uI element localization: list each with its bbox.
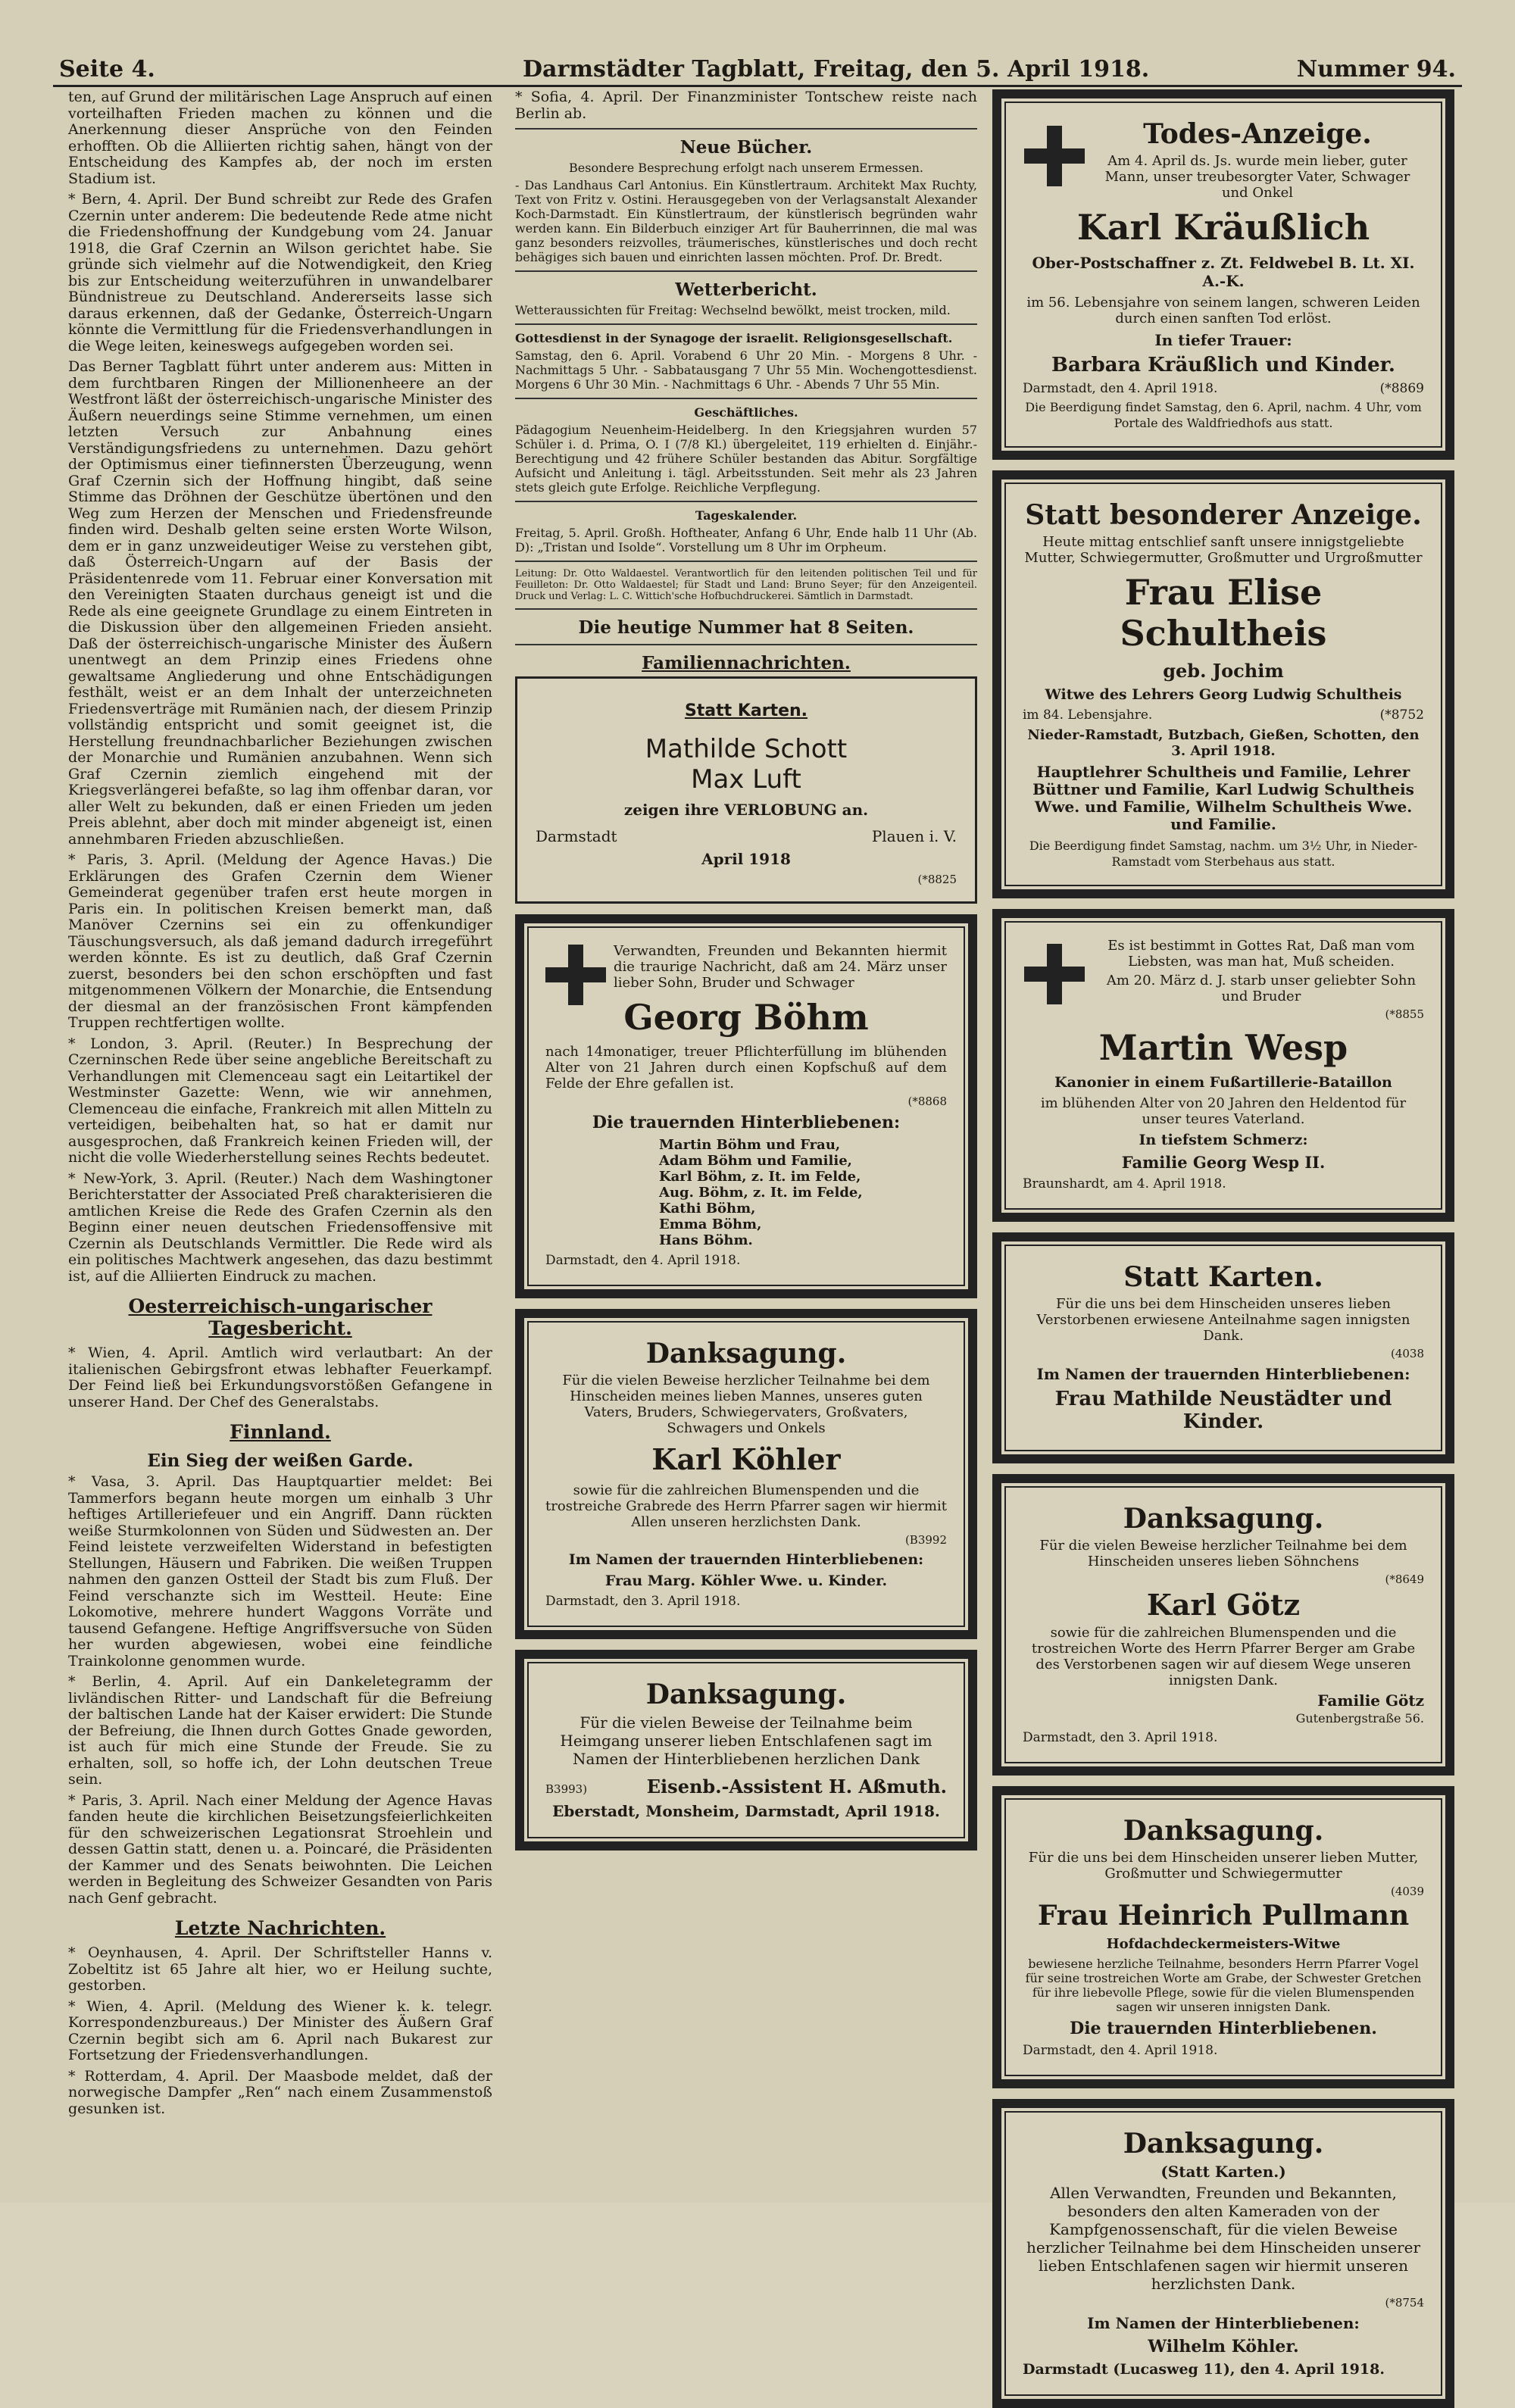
masthead-date: Darmstädter Tagblatt, Freitag, den 5. April 1918. [523,56,1150,83]
ad-text: Verwandten, Freunden und Bekannten hiermit die traurige Nachricht, daß am 24. März unser lieber Sohn, Bruder und Schwager [614,943,947,991]
ad-place-date: Nieder-Ramstadt, Butzbach, Gießen, Schotten, den 3. April 1918. [1027,727,1420,759]
ad-list-item: Adam Böhm und Familie, [659,1153,852,1169]
ad-text: Allen Verwandten, Freunden und Bekannten, besonders den alten Kameraden von der Kampfgenossenschaft, für die vielen Beweise herzlicher Teilnahme bei dem Hinscheiden unserer lieben Entschlafenen sagen wir hiermit unseren herzlichsten Dank. [1026,2184,1421,2293]
ad-date: April 1918 [701,850,791,868]
ad-heading: Danksagung. [645,1679,847,1710]
ad-signature: Eisenb.-Assistent H. Aßmuth. [646,1776,947,1797]
ad-text: sowie für die zahlreichen Blumenspenden und die trostreichen Worte des Herrn Pfarrer Berger am Grabe des Verstorbenen sagen wir auf diesem Wege unseren innigsten Dank. [1031,1625,1416,1688]
article-paragraph: * Vasa, 3. April. Das Hauptquartier meldet: Bei Tammerfors begann heute morgen um einhalb 3 Uhr heftiges Artilleriefeuer und ein Angriff. Dann rückten weiße Sturmkolonnen von Süden und Südwesten an. Der Feind leistete verzweifelten Widerstand in befestigten Stellungen, Häusern und Fabriken. Die weißen Truppen nahmen den ganzen Ostteil der Stadt bis zum Fluß. Der Feind verschanzte sich im Westteil. Heute: Eine Lokomotive, mehrere hundert Waggons Vorräte und tausend Gefangene. Heftige Angriffsversuche von Süden her wurden abgewiesen, wobei eine feindliche Trainkolonne genommen wurde. [68,1473,492,1669]
ad-list-item: Emma Böhm, [659,1216,762,1232]
ad-text: Für die uns bei dem Hinscheiden unserer lieben Mutter, Großmutter und Schwiegermutter [1028,1850,1419,1882]
ad-signature: Familie Götz [1317,1691,1424,1710]
engagement-ad [515,676,977,904]
article-paragraph: * London, 3. April. (Reuter.) In Besprechung der Czerninschen Rede über seine angebliche Bereitschaft zu Verhandlungen mit Clemenceau sagt ein Leitartikel der Westminster Gazette: Wenn, wie wir annehmen, Clemenceau die einfache, Frankreich mit allen Mitteln zu verteidigen, beibehalten hat, so hat er damit nur ausgesprochen, daß Frankreich keinen Frieden will, der nicht die volle Wiederherstellung seines Rechts bedeutet. [68,1035,492,1166]
iron-cross-icon [545,945,606,1005]
ad-subtitle: (Statt Karten.) [1160,2163,1286,2181]
thanks-ad [992,1786,1454,2088]
ad-footer [545,1776,947,1797]
ad-text: Heute mittag entschlief sanft unsere innigstgeliebte Mutter, Schwiegermutter, Großmutter und Urgroßmutter [1024,534,1423,566]
column-3 [992,89,1454,2378]
ad-place: Darmstadt [536,827,617,845]
divider [515,128,977,130]
section-heading: Familiennachrichten. [642,653,851,673]
ad-name: Karl Götz [1146,1588,1301,1622]
ad-subtitle: Hofdachdeckermeisters-Witwe [1106,1936,1341,1952]
ad-name: Karl Köhler [651,1442,841,1476]
section-heading: Oesterreichisch-ungarischer Tagesbericht. [128,1295,433,1339]
article-paragraph: * Oeynhausen, 4. April. Der Schriftsteller Hanns v. Zobeltitz ist 65 Jahre alt hier, wo er Heilung suchte, gestorben. [68,1944,492,1994]
divider [515,608,977,610]
ad-name: Frau Heinrich Pullmann [1037,1900,1410,1932]
ad-date: Darmstadt, den 3. April 1918. [545,1594,741,1609]
ad-number: (*8825 [917,873,957,886]
divider [515,323,977,325]
page-header [53,55,1462,87]
ad-subtitle: Ober-Postschaffner z. Zt. Feldwebel B. Lt. XI. A.-K. [1032,254,1415,290]
thanks-ad [992,2099,1454,2408]
ad-heading: Statt Karten. [1123,1261,1323,1293]
article-paragraph: * Rotterdam, 4. April. Der Maasbode meldet, daß der norwegische Dampfer „Ren“ nach einem Zusammenstoß gesunken ist. [68,2067,492,2117]
ad-date: Darmstadt (Lucasweg 11), den 4. April 1918. [1023,2361,1385,2378]
ad-text: Für die vielen Beweise der Teilnahme beim Heimgang unserer lieben Entschlafenen sagt im Namen der Hinterbliebenen herzlichen Dank [560,1713,932,1768]
ad-signature: Hauptlehrer Schultheis und Familie, Lehrer Büttner und Familie, Karl Ludwig Schultheis Wwe. und Familie, Wilhelm Schultheis Wwe. und Familie. [1032,763,1414,833]
ad-name: Mathilde Schott [645,734,848,764]
thanks-ad [515,1309,977,1639]
article-paragraph: Das Berner Tagblatt führt unter anderem aus: Mitten in dem furchtbaren Ringen der Millionenheere an der Westfront läßt der österreichisch-ungarische Minister des Äußern neuerdings seine Stimme vernehmen, um einen letzten Versuch zur Anbahnung eines Verständigungsfriedens zu unternehmen. Dazu gehört der Optimismus einer tiefinnersten Überzeugung, wenn Graf Czernin sich der Hoffnung hingibt, daß seine Stimme das Dröhnen der Geschütze übertönen und den Weg zum Herzen der Menschen und Friedensfreunde finden wird. Deshalb gelten seine ersten Worte Wilson, dem er in ganz unzweideutiger Weise zu verstehen gibt, daß Österreich-Ungarn auf der Basis der Präsidentenrede vom 11. Februar einer Konversation mit den Vereinigten Staaten durchaus geneigt ist und die Rede als eine geeignete Grundlage zu einem Eintreten in die Diskussion über den allgemeinen Frieden ansieht. Daß der österreichisch-ungarische Minister des Äußern unentwegt an dem Prinzip eines Friedens ohne gewaltsame Angliederung und ohne Entschädigungen festhält, weist er an dem Inhalt der unterzeichneten Friedensverträge mit Rumänien nach, der diesem Prinzip vollständig entspricht und somit geeignet ist, die Herstellung freundnachbarlicher Beziehungen zwischen der Monarchie und Rumänien anzubahnen. Wenn sich Graf Czernin ziemlich eingehend mit der Kriegsverlängerei befaßte, so lag ihm offenbar daran, vor aller Welt zu bekunden, daß er einen Frieden um jeden Preis ablehnt, aber doch mit minder abgeneigt ist, einen annehmbaren Frieden abzuschließen. [68,358,492,848]
death-notice-ad [992,89,1454,460]
ad-list-item: Martin Böhm und Frau, [659,1137,841,1153]
ad-list [659,1137,947,1248]
column-2 [515,89,977,2150]
article-paragraph: - Das Landhaus Carl Antonius. Ein Künstlertraum. Architekt Max Ruchty, Text von Fritz v. Ostini. Herausgegeben von der Verlagsanstalt Alexander Koch-Darmstadt. Ein Künstlertraum, der künstlerisch begründen wahr werden kann. Ein Bilderbuch einziger Art für Bauherrinnen, die mal was ganz besonders reizvolles, träumerisches, künstlerisches und doch recht behägiges sich bauen und einrichten lassen möchten. Prof. Dr. Bredt. [515,178,977,264]
ad-heading: Statt Karten. [684,701,808,720]
ad-name: Frau Elise Schultheis [1120,572,1327,654]
ad-heading: Danksagung. [1123,1503,1324,1535]
ad-date: Darmstadt, den 4. April 1918. [1023,381,1218,396]
ad-number: (*8752 [1379,707,1424,723]
ad-number: (*8649 [1385,1573,1424,1586]
ad-heading: Danksagung. [645,1338,847,1370]
divider [515,270,977,272]
issue-number: Nummer 94. [1296,56,1456,83]
ad-place: Plauen i. V. [871,827,957,845]
ad-signature: Familie Georg Wesp II. [1121,1153,1326,1172]
ad-number: (*8869 [1379,381,1424,396]
ad-text: im 84. Lebensjahre. [1023,707,1153,723]
ad-list-item: Aug. Böhm, z. It. im Felde, [659,1185,863,1201]
section-heading: Finnland. [230,1421,331,1443]
ad-address: Gutenbergstraße 56. [1295,1711,1424,1726]
ad-date: Braunshardt, am 4. April 1918. [1023,1176,1226,1192]
ad-footer [1023,707,1424,723]
iron-cross-icon [1024,126,1085,186]
ad-heading: In tiefstem Schmerz: [1139,1132,1308,1148]
ad-signature: Barbara Kräußlich und Kinder. [1051,354,1395,376]
ad-number: (*8868 [907,1095,947,1108]
ad-subtitle: Witwe des Lehrers Georg Ludwig Schultheis [1045,686,1402,703]
iron-cross-icon [1024,944,1085,1004]
ad-list-item: Kathi Böhm, [659,1201,756,1216]
article-paragraph: * New-York, 3. April. (Reuter.) Nach dem Washingtoner Berichterstatter der Associated Preß charakterisieren die amtlichen Kreise die Rede des Grafen Czernin als den Beginn einer neuen deutschen Friedensoffensive mit Czernin als Deutschlands Vermittler. Die Rede wird als ein politisches Machtwerk angesehen, das dazu bestimmt ist, auf die Alliierten Eindruck zu machen. [68,1170,492,1285]
ad-text: Für die vielen Beweise herzlicher Teilnahme bei dem Hinscheiden meines lieben Mannes, unseres guten Vaters, Bruders, Schwiegervaters, Großvaters, Schwagers und Onkels [562,1373,930,1436]
ad-signature: Frau Mathilde Neustädter und Kinder. [1054,1388,1392,1433]
ad-signature: Die trauernden Hinterbliebenen. [1070,2019,1377,2038]
ad-heading: Die trauernden Hinterbliebenen: [592,1113,901,1132]
ad-number: (*8754 [1385,2296,1424,2310]
article-paragraph: * Paris, 3. April. Nach einer Meldung der Agence Havas fanden heute die kirchlichen Beisetzungsfeierlichkeiten für den schweizerischen Legationsrat Stroehlein und dessen Gattin statt, denen u. a. Poincaré, die Präsidenten der Kammer und des Senats beiwohnten. Die Leichen werden in Begleitung des Schweizer Gesandten von Paris nach Genf gebracht. [68,1791,492,1907]
ad-signature: Frau Marg. Köhler Wwe. u. Kinder. [604,1573,888,1589]
thanks-ad [515,1650,977,1851]
ad-text: Am 4. April ds. Js. wurde mein lieber, guter Mann, unser treubesorgter Vater, Schwager und Onkel [1104,153,1410,201]
ad-text: sowie für die zahlreichen Blumenspenden und die trostreiche Grabrede des Herrn Pfarrer sagen wir hiermit Allen unseren herzlichsten Dank. [545,1482,947,1530]
ad-heading: In tiefer Trauer: [1154,331,1292,349]
ad-heading: Danksagung. [1123,1815,1324,1847]
ad-footer [536,827,957,845]
ad-date: Darmstadt, den 3. April 1918. [1023,1730,1218,1745]
ad-text: Am 20. März d. J. starb unser geliebter Sohn und Bruder [1106,973,1417,1004]
ad-text: nach 14monatiger, treuer Pflichterfüllung im blühenden Alter von 21 Jahren durch einen Kopfschuß auf dem Felde der Ehre gefallen ist. [545,1044,947,1092]
ad-footer [1023,381,1424,396]
article-paragraph: Samstag, den 6. April. Vorabend 6 Uhr 20 Min. - Morgens 8 Uhr. - Nachmittags 5 Uhr. - Sabbatausgang 7 Uhr 55 Min. Wochengottesdienst. Morgens 6 Uhr 30 Min. - Nachmittags 6 Uhr. - Abends 7 Uhr 55 Min. [515,348,977,392]
page-number: Seite 4. [59,56,155,83]
ad-poem: Es ist bestimmt in Gottes Rat, Daß man vom Liebsten, was man hat, Muß scheiden. [1107,938,1415,970]
note: Besondere Besprechung erfolgt nach unserem Ermessen. [569,161,923,175]
article-paragraph: * Wien, 4. April. Amtlich wird verlautbart: An der italienischen Gebirgsfront etwas lebhafter Feuerkampf. Der Feind ließ bei Erkundungsvorstößen Gefangene in unserer Hand. Der Chef des Generalstabs. [68,1345,492,1410]
ad-text: Für die uns bei dem Hinscheiden unseres lieben Verstorbenen erwiesene Anteilnahme sagen innigsten Dank. [1036,1296,1410,1344]
subheading: Geschäftliches. [694,405,798,420]
article-paragraph: Wetteraussichten für Freitag: Wechselnd bewölkt, meist trocken, mild. [515,303,951,317]
ad-funeral-info: Die Beerdigung findet Samstag, den 6. April, nachm. 4 Uhr, vom Portale des Waldfriedhofs aus statt. [1025,400,1422,430]
ad-date: Eberstadt, Monsheim, Darmstadt, April 1918. [552,1802,940,1820]
article-paragraph: * Sofia, 4. April. Der Finanzminister Tontschew reiste nach Berlin ab. [515,89,977,122]
ad-name: Georg Böhm [623,997,869,1038]
ad-name: Max Luft [691,764,801,795]
article-paragraph: * Paris, 3. April. (Meldung der Agence Havas.) Die Erklärungen des Grafen Czernin dem Wiener Gemeinderat gegenüber trafen erst heute morgen in Paris ein. In politischen Kreisen bemerkt man, daß Manöver Czernins sei ein zu offenkundiger Täuschungsversuch, als daß jemand dadurch irregeführt werden könnte. Es ist zu deutlich, daß Graf Czernin zuerst, besonders bei den schon erschöpften und fast mitgenommenen Völkern der Monarchie, die Entsendung der diesmal an der französischen Front kämpfenden Truppen rechtfertigen wollte. [68,851,492,1031]
death-notice-ad [992,909,1454,1222]
ad-list-item: Hans Böhm. [659,1232,753,1248]
ad-text: bewiesene herzliche Teilnahme, besonders Herrn Pfarrer Vogel für seine trostreichen Worte am Grabe, der Schwester Gretchen für ihre liebevolle Pflege, sowie für die vielen Blumenspenden sagen wir unseren innigsten Dank. [1025,1957,1422,2014]
article-paragraph: Pädagogium Neuenheim-Heidelberg. In den Kriegsjahren wurden 57 Schüler i. d. Prima, O. I (7/8 Kl.) übergeleitet, 119 erhielten d. Einjähr.-Berechtigung und 42 frühere Schüler bestanden das Abitur. Sorgfältige Aufsicht und Anleitung i. tägl. Arbeitsstunden. Seit mehr als 23 Jahren stets gleich gute Erfolge. Reichliche Verpflegung. [515,423,977,495]
ad-subtitle: geb. Jochim [1163,660,1284,682]
divider [515,398,977,399]
thanks-ad [992,1474,1454,1776]
divider [515,561,977,562]
ad-number: (4038 [1390,1347,1424,1360]
ad-name: Karl Kräußlich [1076,207,1370,248]
ad-signature: Wilhelm Köhler. [1148,2337,1299,2356]
ad-name: Martin Wesp [1098,1027,1348,1068]
section-heading: Wetterbericht. [675,280,817,300]
ad-funeral-info: Die Beerdigung findet Samstag, nachm. um 3½ Uhr, in Nieder-Ramstadt vom Sterbehaus aus statt. [1029,839,1418,869]
section-heading: Die heutige Nummer hat 8 Seiten. [578,617,914,638]
divider [515,501,977,502]
ad-number: (4039 [1390,1885,1424,1898]
ad-subtitle: Kanonier in einem Fußartillerie-Bataillon [1054,1074,1392,1091]
article-paragraph: ten, auf Grund der militärischen Lage Anspruch auf einen vorteilhaften Frieden machen zu können und die Anerkennung dieser Ansprüche von den Feinden erhofften. Ob die Alliierten richtig sahen, hängt von der Entscheidung des Kampfes ab, der noch im ersten Stadium ist. [68,89,492,187]
subheading: Ein Sieg der weißen Garde. [147,1451,414,1471]
imprint: Leitung: Dr. Otto Waldaestel. Verantwortlich für den leitenden politischen Teil und für Feuilleton: Dr. Otto Waldaestel; für Stadt und Land: Bruno Seyer; für den Anzeigenteil. Druck und Verlag: L. C. Wittich'sche Hofbuchdruckerei. Sämtlich in Darmstadt. [515,568,977,602]
ad-heading: Todes-Anzeige. [1143,118,1372,150]
article-paragraph: * Wien, 4. April. (Meldung des Wiener k. k. telegr. Korrespondenzbureaus.) Der Minister des Äußern Graf Czernin begibt sich am 6. April nach Bukarest zur Fortsetzung der Friedensverhandlungen. [68,1997,492,2063]
ad-heading: Statt besonderer Anzeige. [1025,499,1422,531]
ad-number: (B3992 [904,1533,947,1547]
ad-date: Darmstadt, den 4. April 1918. [1023,2043,1218,2058]
ad-heading: Im Namen der Hinterbliebenen: [1087,2314,1360,2332]
section-heading: Neue Bücher. [679,137,813,158]
section-heading: Letzte Nachrichten. [174,1917,386,1939]
ad-text: Für die vielen Beweise herzlicher Teilnahme bei dem Hinscheiden unseres lieben Söhnchens [1039,1538,1407,1569]
divider [515,644,977,645]
subheading: Gottesdienst in der Synagoge der israelit. Religionsgesellschaft. [515,331,953,345]
thanks-ad [992,1232,1454,1463]
column-1 [68,89,492,2150]
ad-text: im blühenden Alter von 20 Jahren den Heldentod für unser teures Vaterland. [1040,1095,1407,1127]
ad-heading: Im Namen der trauernden Hinterbliebenen: [568,1551,924,1568]
ad-date: Darmstadt, den 4. April 1918. [545,1253,741,1268]
ad-number: (*8855 [1385,1007,1424,1021]
ad-text: im 56. Lebensjahre von seinem langen, schweren Leiden durch einen sanften Tod erlöst. [1026,295,1420,326]
ad-list-item: Karl Böhm, z. It. im Felde, [659,1169,861,1185]
death-notice-ad [992,470,1454,898]
subheading: Tageskalender. [695,508,798,523]
ad-number: B3993) [545,1782,588,1796]
article-paragraph: * Bern, 4. April. Der Bund schreibt zur Rede des Grafen Czernin unter anderem: Die bedeutende Rede atme nicht die Friedenshoffnung der Kundgebung vom 24. Januar 1918, die Graf Czernin an Wilson gerichtet habe. Sie gründe sich vielmehr auf die Notwendigkeit, den Krieg bis zur Entscheidung weiterzuführen in unwandelbarer Bündnistreue zu Deutschland. Andererseits lasse sich daraus erkennen, daß der Gedanke, Österreich-Ungarn könnte die Vermittlung für die Friedensverhandlungen in die Wege leiten, keineswegs aufgegeben worden sei. [68,191,492,354]
death-notice-ad [515,914,977,1298]
ad-text: zeigen ihre VERLOBUNG an. [623,801,869,819]
article-paragraph: Freitag, 5. April. Großh. Hoftheater, Anfang 6 Uhr, Ende halb 11 Uhr (Ab. D): „Tristan und Isolde“. Vorstellung um 8 Uhr im Orpheum. [515,526,977,554]
article-paragraph: * Berlin, 4. April. Auf ein Dankeletegramm der livländischen Ritter- und Landschaft für die Befreiung der baltischen Lande hat der Kaiser erwidert: Die Stunde der Befreiung, die Ihnen durch Gottes Gnade geworden, ist auch für mich eine Stunde der Freude. Sie zu erhalten, soll, so hoffe ich, der Lohn deutschen Treue sein. [68,1673,492,1788]
ad-heading: Danksagung. [1123,2128,1324,2160]
ad-heading: Im Namen der trauernden Hinterbliebenen: [1036,1365,1410,1383]
